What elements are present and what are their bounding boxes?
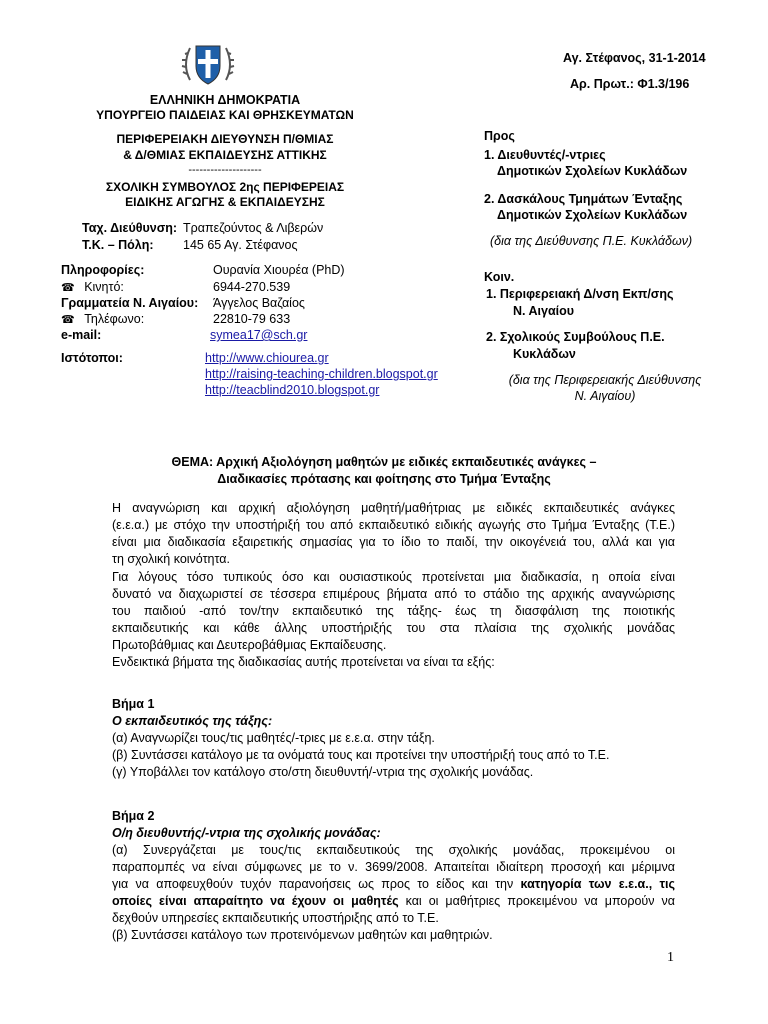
phone-row [61,312,144,326]
email-link[interactable]: symea17@sch.gr [210,328,308,342]
city-label: Τ.Κ. – Πόλη: [82,238,154,252]
cc-1-line-2: Ν. Αιγαίου [513,304,575,318]
paragraph-1-line-3: είναι μια διαδικασία εξαιρετικής σημασίας για το ίδιο το παιδί, την οικογένειά του, αλλά και για [112,535,675,549]
step-2-title: Βήμα 2 [112,809,155,823]
paragraph-1-line-4: τη σχολική κοινότητα. [112,552,230,566]
subject-line-1: ΘΕΜΑ: Αρχική Αξιολόγηση μαθητών με ειδικές εκπαιδευτικές ανάγκες – [171,455,597,469]
cc-via-line-2: Ν. Αιγαίου) [574,389,636,403]
step-1-item-b: (β) Συντάσσει κατάλογο με τα ονόματά τους και προτείνει την υποστήριξή τους από το Τ.Ε. [112,748,610,762]
step-2-item-b: (β) Συντάσσει κατάλογο των προτεινόμενων μαθητών και μαθητριών. [112,928,493,942]
mobile-row [61,280,124,294]
step-2-item-a-line-2: παραπομπές να είναι σύμφωνες με το ν. 3699/2008. Απαιτείται ιδιαίτερη προσοχή και μέριμνα [112,860,675,874]
to-label: Προς [484,129,515,143]
cc-1-line-1: 1. Περιφερειακή Δ/νση Εκπ/σης [486,287,674,301]
advisor-line-1: ΣΧΟΛΙΚΗ ΣΥΜΒΟΥΛΟΣ 2ης ΠΕΡΙΦΕΡΕΙΑΣ [105,180,345,194]
paragraph-1-line-1: Η αναγνώριση και αρχική αξιολόγηση μαθητή/μαθήτριας με ειδικές εκπαιδευτικές ανάγκες [112,501,675,515]
cc-via-line-1: (δια της Περιφερειακής Διεύθυνσης [508,373,702,387]
step-2-actor: Ο/η διευθυντής/-ντρια της σχολικής μονάδας: [112,826,381,840]
paragraph-3: Ενδεικτικά βήματα της διαδικασίας αυτής προτείνεται να είναι τα εξής: [112,655,495,669]
step-2-item-a-line-4: οποίες είναι απαραίτητο να έχουν οι μαθητές και οι μαθήτριες προκειμένου να μπορούν να [112,894,676,908]
website-link-1[interactable]: http://www.chiourea.gr [205,351,329,365]
recipient-1-line-2: Δημοτικών Σχολείων Κυκλάδων [497,164,688,178]
phone-label: Τηλέφωνο: [84,312,145,326]
secretariat-value: Άγγελος Βαζαίος [213,296,305,310]
paragraph-2-line-2: δυνατό να διαχωριστεί σε τέσσερα επιμέρους βήματα από το στάδιο της αρχικής αναγνώρισης [112,587,675,601]
step-1-item-a: (α) Αναγνωρίζει τους/τις μαθητές/-τριες με ε.ε.α. στην τάξη. [112,731,435,745]
recipient-2-line-1: 2. Δασκάλους Τμημάτων Ένταξης [484,192,683,206]
mobile-label: Κινητό: [84,280,124,294]
cc-label: Κοιν. [484,270,515,284]
step-2-item-a-line-5: δεχθούν υπηρεσίες εκπαιδευτικής υποστήριξης από το Τ.Ε. [112,911,439,925]
address-value: Τραπεζούντος & Λιβερών [183,221,324,235]
website-link-3[interactable]: http://teacblind2010.blogspot.gr [205,383,380,397]
address-label: Ταχ. Διεύθυνση: [82,221,178,235]
recipient-2-line-2: Δημοτικών Σχολείων Κυκλάδων [497,208,688,222]
subject-line-2: Διαδικασίες πρότασης και φοίτησης στο Τμήμα Ένταξης [217,472,551,486]
greek-emblem-logo [180,40,236,90]
country-name: ΕΛΛΗΝΙΚΗ ΔΗΜΟΚΡΑΤΙΑ [149,93,301,107]
recipients-via: (δια της Διεύθυνσης Π.Ε. Κυκλάδων) [490,234,693,248]
telephone-icon: ☎ [61,282,75,294]
paragraph-2-line-5: Πρωτοβάθμιας και Δευτεροβάθμιας Εκπαίδευσης. [112,638,387,652]
paragraph-1-line-2: (ε.ε.α.) με στόχο την υποστήριξή του από εκπαιδευτικό ειδικής αγωγής στο Τμήμα Ένταξης (Τ.Ε.) [112,518,675,532]
cc-2-line-1: 2. Σχολικούς Συμβούλους Π.Ε. [486,330,665,344]
paragraph-2-line-3: του παιδιού -από τον/την εκπαιδευτικό της τάξης- έως τη διασφάλιση της ποιοτικής [112,604,675,618]
secretariat-label: Γραμματεία Ν. Αιγαίου: [61,296,199,310]
paragraph-2-line-1: Για λόγους τόσο τυπικούς όσο και ουσιαστικούς προτείνεται μια διαδικασία, η οποία είναι [112,570,675,584]
info-label: Πληροφορίες: [61,263,145,277]
phone-value: 22810-79 633 [213,312,291,326]
sites-label: Ιστότοποι: [61,351,123,365]
emblem-icon [180,40,236,90]
step-1-actor: Ο εκπαιδευτικός της τάξης: [112,714,273,728]
step-2-item-a-line-3: για να αποφευχθούν τυχόν παρανοήσεις ως προς το είδος και την κατηγορία των ε.ε.α., τις [112,877,675,891]
step-1-item-c: (γ) Υποβάλλει τον κατάλογο στο/στη διευθυντή/-ντρια της σχολικής μονάδας. [112,765,534,779]
cc-2-line-2: Κυκλάδων [513,347,576,361]
place-date: Αγ. Στέφανος, 31-1-2014 [563,51,706,65]
city-value: 145 65 Αγ. Στέφανος [183,238,298,252]
paragraph-2-line-4: εκπαιδευτικής και κάθε άλλης υποστήριξής του στα πλαίσια της σχολικής μονάδας [112,621,675,635]
page-number: 1 [667,950,674,965]
protocol-number: Αρ. Πρωτ.: Φ1.3/196 [570,77,690,91]
step-2-item-a-line-1: (α) Συνεργάζεται με τους/τις εκπαιδευτικούς της σχολικής μονάδας, προκειμένου οι [112,843,675,857]
separator-line: -------------------- [188,164,262,176]
telephone-icon: ☎ [61,314,75,326]
recipient-1-line-1: 1. Διευθυντές/-ντριες [484,148,606,162]
directorate-line-2: & Δ/ΘΜΙΑΣ ΕΚΠΑΙΔΕΥΣΗΣ ΑΤΤΙΚΗΣ [123,148,327,162]
info-value: Ουρανία Χιουρέα (PhD) [213,263,345,277]
mobile-value: 6944-270.539 [213,280,291,294]
step-1-title: Βήμα 1 [112,697,155,711]
ministry-name: ΥΠΟΥΡΓΕΙΟ ΠΑΙΔΕΙΑΣ ΚΑΙ ΘΡΗΣΚΕΥΜΑΤΩΝ [96,108,354,122]
advisor-line-2: ΕΙΔΙΚΗΣ ΑΓΩΓΗΣ & ΕΚΠΑΙΔΕΥΣΗΣ [125,195,325,209]
email-label: e-mail: [61,328,102,342]
website-link-2[interactable]: http://raising-teaching-children.blogspot.gr [205,367,438,381]
directorate-line-1: ΠΕΡΙΦΕΡΕΙΑΚΗ ΔΙΕΥΘΥΝΣΗ Π/ΘΜΙΑΣ [116,132,334,146]
